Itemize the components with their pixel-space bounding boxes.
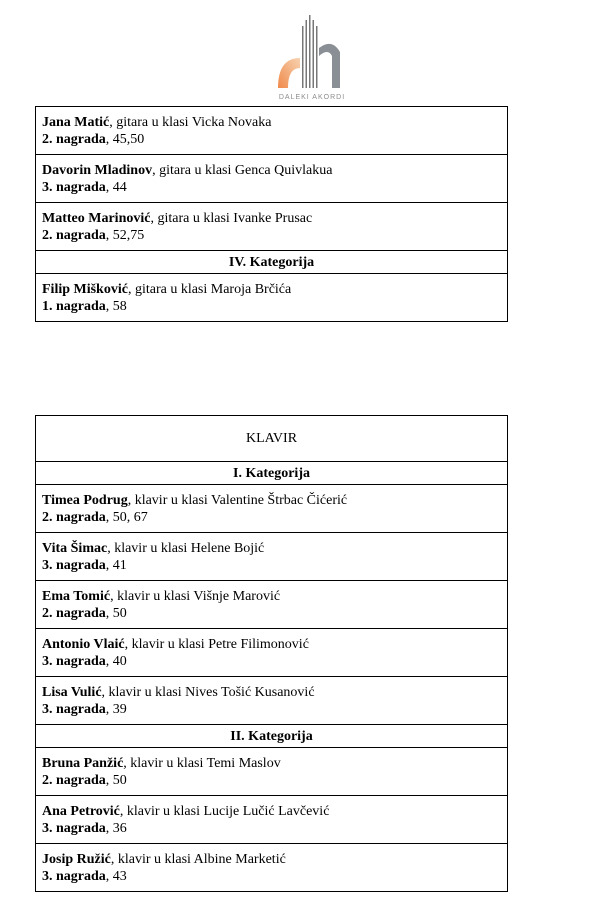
student-desc: , gitara u klasi Genca Quivlakua xyxy=(152,162,333,178)
table-row xyxy=(36,533,508,581)
table-row xyxy=(36,274,508,322)
category-heading: II. Kategorija xyxy=(36,725,508,748)
score: , 44 xyxy=(105,179,127,195)
table-row xyxy=(36,796,508,844)
table-row xyxy=(36,107,508,155)
student-name: Jana Matić xyxy=(42,114,110,130)
results-table-piano xyxy=(35,415,508,892)
award: 2. nagrada xyxy=(42,131,106,147)
table-row xyxy=(36,155,508,203)
logo-text: DALEKI AKORDI xyxy=(278,94,346,101)
student-desc: , klavir u klasi Lucije Lučić Lavčević xyxy=(119,803,330,819)
table-row xyxy=(36,203,508,251)
student-name: Matteo Marinović xyxy=(42,210,151,226)
student-name: Davorin Mladinov xyxy=(42,162,153,178)
award: 2. nagrada xyxy=(42,772,106,788)
student-desc: , klavir u klasi Temi Maslov xyxy=(123,755,281,771)
score: , 39 xyxy=(105,701,127,717)
result-entry xyxy=(36,796,508,844)
result-entry xyxy=(36,107,508,155)
result-entry xyxy=(36,844,508,892)
logo xyxy=(272,12,352,104)
award: 3. nagrada xyxy=(42,557,106,573)
score: , 43 xyxy=(105,868,127,884)
table-row xyxy=(36,677,508,725)
result-entry xyxy=(36,748,508,796)
score: , 50 xyxy=(105,605,127,621)
table-row xyxy=(36,485,508,533)
score: , 36 xyxy=(105,820,127,836)
table-row xyxy=(36,251,508,274)
student-desc: , klavir u klasi Petre Filimonović xyxy=(124,636,309,652)
score: , 41 xyxy=(105,557,127,573)
result-entry xyxy=(36,677,508,725)
category-heading: I. Kategorija xyxy=(36,462,508,485)
student-name: Bruna Panžić xyxy=(42,755,124,771)
award: 3. nagrada xyxy=(42,701,106,717)
table-row xyxy=(36,416,508,462)
score: , 50, 67 xyxy=(105,509,148,525)
student-name: Timea Podrug xyxy=(42,492,128,508)
logo-mark-icon xyxy=(272,12,352,94)
student-name: Filip Mišković xyxy=(42,281,128,297)
student-name: Josip Ružić xyxy=(42,851,111,867)
score: , 40 xyxy=(105,653,127,669)
results-table-guitar xyxy=(35,106,508,322)
table-row xyxy=(36,844,508,892)
student-name: Ana Petrović xyxy=(42,803,120,819)
result-entry xyxy=(36,155,508,203)
table-row xyxy=(36,581,508,629)
student-desc: , klavir u klasi Nives Tošić Kusanović xyxy=(101,684,315,700)
score: , 50 xyxy=(105,772,127,788)
result-entry xyxy=(36,203,508,251)
result-entry xyxy=(36,629,508,677)
student-desc: , klavir u klasi Albine Marketić xyxy=(110,851,286,867)
award: 3. nagrada xyxy=(42,653,106,669)
table-row xyxy=(36,629,508,677)
award: 2. nagrada xyxy=(42,509,106,525)
award: 3. nagrada xyxy=(42,820,106,836)
student-name: Vita Šimac xyxy=(42,540,108,556)
section-title: KLAVIR xyxy=(36,416,508,462)
score: , 45,50 xyxy=(105,131,145,147)
student-desc: , gitara u klasi Vicka Novaka xyxy=(109,114,272,130)
award: 1. nagrada xyxy=(42,298,106,314)
result-entry xyxy=(36,274,508,322)
table-row xyxy=(36,462,508,485)
result-entry xyxy=(36,533,508,581)
score: , 52,75 xyxy=(105,227,145,243)
student-name: Antonio Vlaić xyxy=(42,636,125,652)
award: 2. nagrada xyxy=(42,605,106,621)
table-row xyxy=(36,748,508,796)
student-desc: , klavir u klasi Višnje Marović xyxy=(110,588,281,604)
award: 3. nagrada xyxy=(42,179,106,195)
student-desc: , gitara u klasi Ivanke Prusac xyxy=(150,210,313,226)
result-entry xyxy=(36,485,508,533)
award: 2. nagrada xyxy=(42,227,106,243)
student-desc: , gitara u klasi Maroja Brčića xyxy=(127,281,292,297)
student-name: Ema Tomić xyxy=(42,588,111,604)
score: , 58 xyxy=(105,298,127,314)
table-row xyxy=(36,725,508,748)
category-heading: IV. Kategorija xyxy=(36,251,508,274)
student-name: Lisa Vulić xyxy=(42,684,102,700)
award: 3. nagrada xyxy=(42,868,106,884)
result-entry xyxy=(36,581,508,629)
student-desc: , klavir u klasi Helene Bojić xyxy=(107,540,265,556)
student-desc: , klavir u klasi Valentine Štrbac Čićerić xyxy=(127,492,348,508)
